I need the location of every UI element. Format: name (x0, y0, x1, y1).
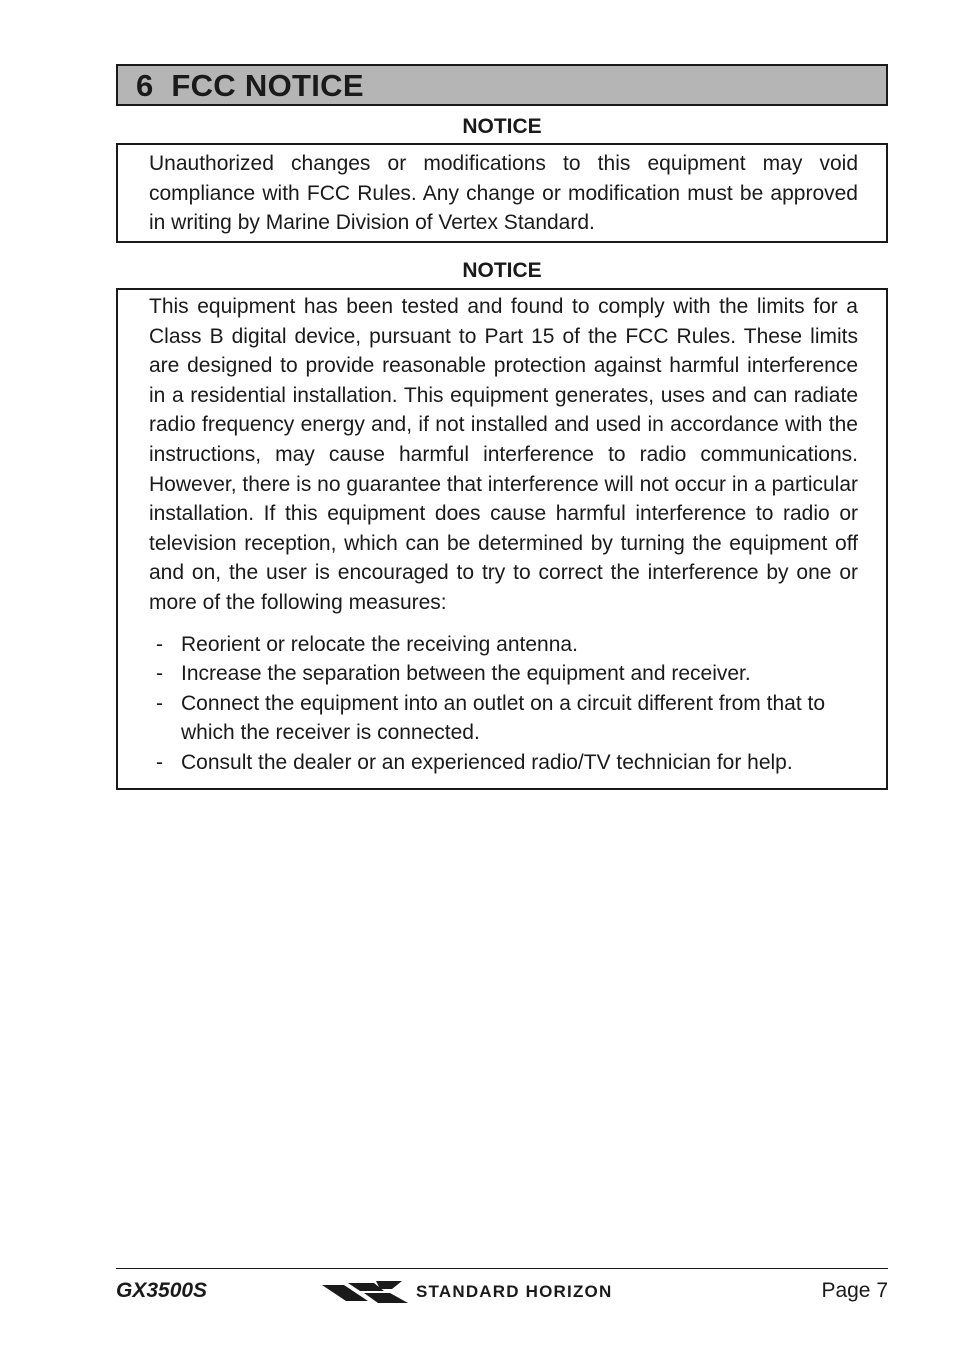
list-item (156, 689, 872, 748)
notice-2-box (116, 288, 888, 790)
list-item (156, 659, 872, 689)
notice-1-body: Unauthorized changes or modifications to this equipment may void compliance with FCC Rules. Any change or modification must be approved in writing by Marine Division of Vertex Standard. (149, 152, 858, 235)
list-item (156, 630, 872, 660)
measures-list (118, 630, 886, 778)
measure-text: Connect the equipment into an outlet on a circuit different from that to which the receiver is connected. (181, 691, 825, 745)
footer-divider (116, 1268, 888, 1269)
measure-text: Consult the dealer or an experienced radio/TV technician for help. (181, 750, 793, 774)
notice-1-title: NOTICE (462, 115, 542, 138)
measure-text: Reorient or relocate the receiving antenna. (181, 632, 578, 656)
brand-name: STANDARD HORIZON (416, 1282, 613, 1301)
bullet-dash: - (156, 632, 163, 656)
notice-2-title: NOTICE (462, 259, 542, 282)
measure-text: Increase the separation between the equipment and receiver. (181, 662, 751, 686)
section-title: 6 FCC NOTICE (136, 67, 364, 103)
section-header (116, 64, 888, 106)
bullet-dash: - (156, 662, 163, 686)
brand-logo (322, 1278, 612, 1306)
footer-model: GX3500S (116, 1279, 208, 1302)
notice-1-box (116, 143, 888, 243)
list-item (156, 748, 872, 778)
standard-horizon-logo-icon (322, 1279, 408, 1305)
notice-2-body: This equipment has been tested and found to comply with the limits for a Class B digital device, pursuant to Part 15 of the FCC Rules. These limits are designed to provide reasonable protection against harmful interference in a residential installation. This equipment generates, uses and can radiate radio frequency energy and, if not installed and used in accordance with the instructions, may cause harmful interference to radio communications. However, there is no guarantee that interference will not occur in a particular installation. If this equipment does cause harmful interference to radio or television reception, which can be determined by turning the equipment off and on, the user is encouraged to try to correct the interference by one or more of the following measures: (149, 295, 858, 614)
page-number: Page 7 (821, 1279, 888, 1302)
bullet-dash: - (156, 691, 163, 715)
bullet-dash: - (156, 750, 163, 774)
